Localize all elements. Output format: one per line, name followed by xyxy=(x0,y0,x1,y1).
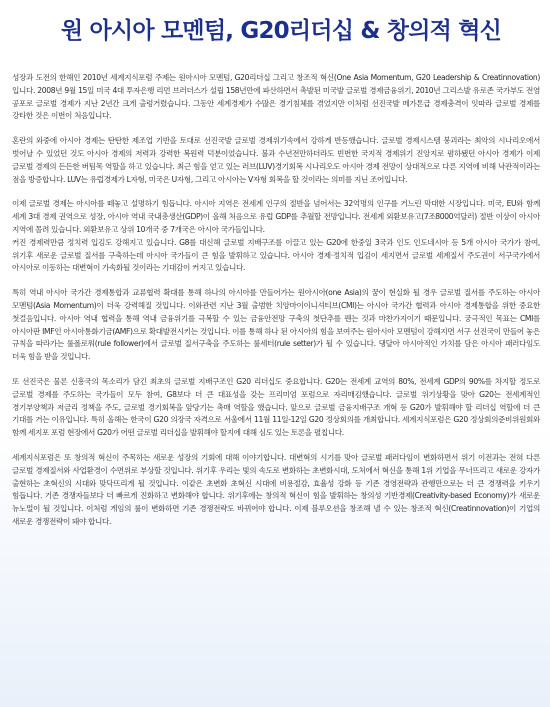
paragraph-g20-leadership: 또 선진국은 물론 신흥국의 목소리가 담긴 최초의 글로벌 지배구조인 G20 리더십도 중요합니다. G20는 전세계 교역의 80%, 전세계 GDP의 90%를 차지할 정도로 글로벌 경제를 주도하는 국가들이 모두 참여, G8보다 더 큰 대표성을 갖는 프리미엄 포럼으로 자리매김했습니다. 글로벌 위기상황을 맞아 G20는 전세계적인 경기부양책과 저금리 정책을 주도, 글로벌 경기회복을 앞당기는 촉매 역할을 했습니다. 앞으로 글로벌 금융지배구조 개혁 등 G20가 발휘해야 할 리더십 역할에 더 큰 기대를 거는 이유입니다. 특히 올해는 한국이 G20 의장국 자격으로 서울에서 11월 11일-12일 G20 정상회의를 개최합니다. 세계지식포럼은 G20 정상회의준비위원회와 함께 세지포 포럼 현장에서 G20가 어떤 글로벌 리더십을 발휘해야 할지에 대해 심도 있는 토론을 펼칩니다. xyxy=(12,376,540,438)
paragraph-asia-rebound: 혼란의 와중에 아시아 경제는 탄탄한 제조업 기반을 토대로 선진국발 글로벌 경제위기속에서 강하게 반등했습니다. 글로벌 경제시스템 붕괴라는 최악의 시나리오에서 벗어날 수 있었던 것도 아시아 경제의 저력과 강력한 복원력 덕분이었습니다. 불과 수년전만하더라도 빈번한 국지적 경제위기 진앙지로 폄하됐던 아시아 경제가 이제 글로벌 경제의 든든한 버팀목 역할을 하고 있습니다. 최근 힘을 얻고 있는 러브(LUV)경기회복 시나리오도 아시아 경제 전망이 상대적으로 다른 지역에 비해 낙관적이라는 점을 방증합니다. LUV는 유럽경제가 L자형, 미국은 U자형, 그리고 아시아는 V자형 회복을 할 것이라는 의미를 지닌 조어입니다. xyxy=(12,136,540,184)
paragraph-creative-innovation: 세계지식포럼은 또 창의적 혁신이 주목하는 새로운 성장의 기회에 대해 이야기합니다. 대변혁의 시기를 맞아 글로벌 패러다임이 변화하면서 위기 이전과는 전혀 다른 글로벌 경제질서와 사업환경이 수면위로 부상할 것입니다. 위기후 우리는 빛의 속도로 변화하는 초변화시대, 도처에서 혁신을 통해 1위 기업을 무너뜨리고 새로운 강자가 출현하는 초혁신의 시대와 맞닥뜨리게 될 것입니다. 이같은 초변화 초혁신 시대에 비용절감, 효율성 강화 등 기존 경영전략과 관행만으로는 더 큰 경쟁력을 키우기 힘듭니다. 기존 경쟁자들보다 더 빠르게 진화하고 변화해야 합니다. 위기후에는 창의적 혁신이 힘을 발휘하는 창의성 기반경제(Creativity-based Economy)가 새로운 뉴노멀이 될 것입니다. 이처럼 게임의 룰이 변화하면 기존 경쟁전략도 바뀌어야 합니다. 이제 블루오션을 창조해 낼 수 있는 창조적 혁신(Creatinnovation)이 기업의 새로운 경쟁전략이 돼야 합니다. xyxy=(12,452,540,526)
document-body xyxy=(12,72,540,529)
paragraph-one-asia: 특히 역내 아시아 국가간 경제통합과 교류협력 확대를 통해 하나의 아시아를 만들어가는 원아시아(one Asia)의 꿈이 현실화 될 경우 글로벌 질서를 주도하는 아시아 모멘텀(Asia Momentum)이 더욱 강력해질 것입니다. 이와관련 지난 3월 출범한 치앙마이이니셔티브(CMI)는 아시아 국가간 협력과 아시아 경제통합을 위한 중요한 첫걸음입니다. 아시아 역내 협력을 통해 역내 금융위기를 극복할 수 있는 금융안전망 구축의 첫단추를 꿴는 것과 마찬가지이기 때문입니다. 궁극적인 목표는 CMI를 아시아판 IMF인 아시아통화기금(AMF)으로 확대발전시키는 것입니다. 이를 통해 하나 된 아시아의 힘을 보여주는 원아시아 모멘텀이 강해지면 서구 선진국이 만들어 놓은 규칙을 따라가는 룰폴로워(rule follower)에서 글로벌 질서구축을 주도하는 룰세터(rule setter)가 될 수 있습니다. 댕달아 아시아적인 가치를 담은 아시아 패러다임도 더욱 힘을 받을 것입니다. xyxy=(12,288,540,362)
paragraph-political-power: 커진 경제력만큼 정치력 입김도 강해지고 있습니다. G8를 대신해 글로벌 지배구조를 이끌고 있는 G20에 한중일 3국과 인도 인도네시아 등 5개 아시아 국가가 참여, 위기후 새로운 글로벌 질서를 구축하는데 아시아 국가들이 큰 힘을 발휘하고 있습니다. 아시아 경제·정치적 입김이 세지면서 글로벌 세계질서 주도권이 서구국가에서 아시아로 이동하는 대변혁이 가속화될 것이라는 기대감이 커지고 있습니다. xyxy=(12,237,540,273)
paragraph-asia-market: 이제 글로벌 경제는 아시아를 떼놓고 설명하기 힘듭니다. 아시아 지역은 전세계 인구의 절반을 넘어서는 32억명의 인구를 거느린 막대한 시장입니다. 미국, EU와 함께 세계 3대 경제 권역으로 성장, 아시아 역내 국내총생산(GDP)이 올해 처음으로 유럽 GDP를 추월할 전망입니다. 전세계 외환보유고(7조8000억달러) 절반 이상이 아시아 지역에 몰려 있습니다. 외환보유고 상위 10개국 중 7개국은 아시아 국가들입니다. xyxy=(12,199,540,234)
paragraph-intro: 성장과 도전의 한해인 2010년 세계지식포럼 주제는 원아시아 모멘텀, G20리더십 그리고 창조적 혁신(One Asia Momentum, G20 Leadership & Creatinnovation)입니다. 2008년 9월 15일 미국 4대 투자은행 리먼 브러더스가 설립 158년만에 파산하면서 촉발된 미국발 글로벌 경제금융위기, 2010년 그리스발 유로존 국가부도 전염 공포로 글로벌 경제가 지난 2년간 크게 출렁거렸습니다. 그동안 세계경제가 수많은 경기침체를 겪었지만 이처럼 선진국발 메가톤급 경제충격이 잇따라 글로벌 경제를 강타한 것은 이번이 처음입니다. xyxy=(12,73,540,121)
page-title: 원 아시아 모멘텀, G20리더십 & 창의적 혁신 xyxy=(60,18,502,44)
